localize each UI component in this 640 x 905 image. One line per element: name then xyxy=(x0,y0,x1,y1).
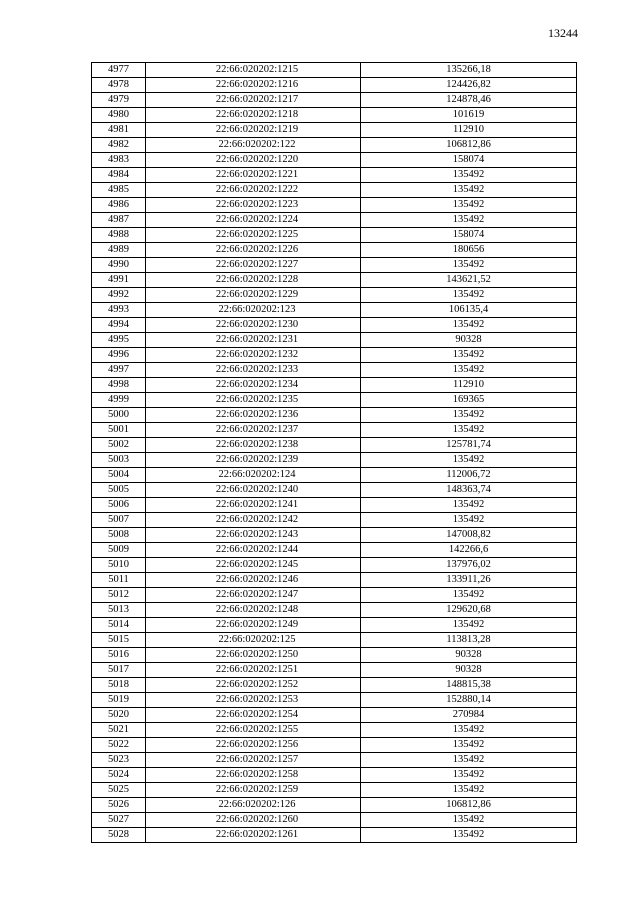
row-number-cell: 5020 xyxy=(92,708,146,723)
cadastral-number-cell: 22:66:020202:1241 xyxy=(146,498,361,513)
cadastral-value-cell: 135492 xyxy=(361,513,577,528)
cadastral-value-cell: 135492 xyxy=(361,498,577,513)
cadastral-value-cell: 90328 xyxy=(361,333,577,348)
row-number-cell: 5015 xyxy=(92,633,146,648)
cadastral-number-cell: 22:66:020202:123 xyxy=(146,303,361,318)
cadastral-value-cell: 106812,86 xyxy=(361,138,577,153)
cadastral-number-cell: 22:66:020202:1252 xyxy=(146,678,361,693)
row-number-cell: 5017 xyxy=(92,663,146,678)
row-number-cell: 4989 xyxy=(92,243,146,258)
cadastral-value-cell: 148815,38 xyxy=(361,678,577,693)
cadastral-value-cell: 135492 xyxy=(361,408,577,423)
cadastral-number-cell: 22:66:020202:126 xyxy=(146,798,361,813)
cadastral-value-cell: 90328 xyxy=(361,663,577,678)
row-number-cell: 5012 xyxy=(92,588,146,603)
cadastral-value-cell: 135492 xyxy=(361,258,577,273)
page-number: 13244 xyxy=(548,26,578,40)
cadastral-value-cell: 106812,86 xyxy=(361,798,577,813)
cadastral-number-cell: 22:66:020202:1245 xyxy=(146,558,361,573)
row-number-cell: 5014 xyxy=(92,618,146,633)
table-row xyxy=(92,78,577,93)
cadastral-value-cell: 135492 xyxy=(361,318,577,333)
cadastral-number-cell: 22:66:020202:1238 xyxy=(146,438,361,453)
cadastral-value-cell: 112006,72 xyxy=(361,468,577,483)
cadastral-value-cell: 135492 xyxy=(361,813,577,828)
cadastral-value-cell: 101619 xyxy=(361,108,577,123)
table-row xyxy=(92,453,577,468)
table-row xyxy=(92,363,577,378)
row-number-cell: 4999 xyxy=(92,393,146,408)
table-row xyxy=(92,378,577,393)
row-number-cell: 4982 xyxy=(92,138,146,153)
table-row xyxy=(92,153,577,168)
cadastral-number-cell: 22:66:020202:1232 xyxy=(146,348,361,363)
table-row xyxy=(92,498,577,513)
cadastral-value-cell: 112910 xyxy=(361,123,577,138)
cadastral-number-cell: 22:66:020202:1250 xyxy=(146,648,361,663)
row-number-cell: 4988 xyxy=(92,228,146,243)
row-number-cell: 5008 xyxy=(92,528,146,543)
table-row xyxy=(92,558,577,573)
cadastral-number-cell: 22:66:020202:1251 xyxy=(146,663,361,678)
cadastral-value-cell: 270984 xyxy=(361,708,577,723)
table-row xyxy=(92,543,577,558)
cadastral-value-cell: 137976,02 xyxy=(361,558,577,573)
table-row xyxy=(92,168,577,183)
row-number-cell: 4985 xyxy=(92,183,146,198)
table-row xyxy=(92,198,577,213)
table-row xyxy=(92,738,577,753)
cadastral-value-cell: 180656 xyxy=(361,243,577,258)
row-number-cell: 5003 xyxy=(92,453,146,468)
row-number-cell: 4984 xyxy=(92,168,146,183)
cadastral-number-cell: 22:66:020202:125 xyxy=(146,633,361,648)
cadastral-number-cell: 22:66:020202:1217 xyxy=(146,93,361,108)
cadastral-value-cell: 90328 xyxy=(361,648,577,663)
cadastral-value-cell: 106135,4 xyxy=(361,303,577,318)
table-row xyxy=(92,273,577,288)
row-number-cell: 5016 xyxy=(92,648,146,663)
row-number-cell: 5018 xyxy=(92,678,146,693)
table-row xyxy=(92,798,577,813)
cadastral-number-cell: 22:66:020202:1215 xyxy=(146,63,361,78)
table-row xyxy=(92,648,577,663)
row-number-cell: 4995 xyxy=(92,333,146,348)
cadastral-value-cell: 135492 xyxy=(361,348,577,363)
cadastral-number-cell: 22:66:020202:1234 xyxy=(146,378,361,393)
row-number-cell: 5028 xyxy=(92,828,146,843)
cadastral-number-cell: 22:66:020202:1218 xyxy=(146,108,361,123)
row-number-cell: 5019 xyxy=(92,693,146,708)
table-row xyxy=(92,108,577,123)
cadastral-value-cell: 135492 xyxy=(361,168,577,183)
row-number-cell: 4987 xyxy=(92,213,146,228)
table-row xyxy=(92,768,577,783)
cadastral-value-cell: 124426,82 xyxy=(361,78,577,93)
row-number-cell: 5011 xyxy=(92,573,146,588)
cadastral-number-cell: 22:66:020202:122 xyxy=(146,138,361,153)
row-number-cell: 5005 xyxy=(92,483,146,498)
table-row xyxy=(92,618,577,633)
cadastral-number-cell: 22:66:020202:1231 xyxy=(146,333,361,348)
cadastral-value-cell: 152880,14 xyxy=(361,693,577,708)
row-number-cell: 4992 xyxy=(92,288,146,303)
cadastral-value-cell: 147008,82 xyxy=(361,528,577,543)
cadastral-value-cell: 135492 xyxy=(361,588,577,603)
row-number-cell: 4983 xyxy=(92,153,146,168)
table-row xyxy=(92,693,577,708)
row-number-cell: 4994 xyxy=(92,318,146,333)
cadastral-number-cell: 22:66:020202:1236 xyxy=(146,408,361,423)
cadastral-number-cell: 22:66:020202:1224 xyxy=(146,213,361,228)
cadastral-value-cell: 158074 xyxy=(361,153,577,168)
table-row xyxy=(92,333,577,348)
row-number-cell: 5010 xyxy=(92,558,146,573)
cadastral-value-cell: 135492 xyxy=(361,618,577,633)
cadastral-number-cell: 22:66:020202:1257 xyxy=(146,753,361,768)
cadastral-value-cell: 135492 xyxy=(361,828,577,843)
cadastral-number-cell: 22:66:020202:1228 xyxy=(146,273,361,288)
row-number-cell: 5000 xyxy=(92,408,146,423)
cadastral-value-table xyxy=(91,62,577,843)
table-row xyxy=(92,348,577,363)
cadastral-number-cell: 22:66:020202:1254 xyxy=(146,708,361,723)
table-row xyxy=(92,93,577,108)
cadastral-number-cell: 22:66:020202:1258 xyxy=(146,768,361,783)
cadastral-value-cell: 135492 xyxy=(361,423,577,438)
cadastral-value-cell: 135492 xyxy=(361,723,577,738)
cadastral-number-cell: 22:66:020202:1223 xyxy=(146,198,361,213)
table-row xyxy=(92,723,577,738)
cadastral-value-cell: 133911,26 xyxy=(361,573,577,588)
cadastral-number-cell: 22:66:020202:1246 xyxy=(146,573,361,588)
row-number-cell: 4998 xyxy=(92,378,146,393)
row-number-cell: 5023 xyxy=(92,753,146,768)
row-number-cell: 5009 xyxy=(92,543,146,558)
cadastral-value-cell: 113813,28 xyxy=(361,633,577,648)
table-row xyxy=(92,213,577,228)
cadastral-number-cell: 22:66:020202:1221 xyxy=(146,168,361,183)
table-row xyxy=(92,408,577,423)
cadastral-value-cell: 143621,52 xyxy=(361,273,577,288)
row-number-cell: 4997 xyxy=(92,363,146,378)
cadastral-number-cell: 22:66:020202:124 xyxy=(146,468,361,483)
cadastral-value-cell: 135492 xyxy=(361,288,577,303)
cadastral-number-cell: 22:66:020202:1255 xyxy=(146,723,361,738)
cadastral-number-cell: 22:66:020202:1244 xyxy=(146,543,361,558)
cadastral-value-cell: 142266,6 xyxy=(361,543,577,558)
cadastral-value-cell: 124878,46 xyxy=(361,93,577,108)
cadastral-number-cell: 22:66:020202:1249 xyxy=(146,618,361,633)
row-number-cell: 4996 xyxy=(92,348,146,363)
table-row xyxy=(92,438,577,453)
cadastral-number-cell: 22:66:020202:1259 xyxy=(146,783,361,798)
row-number-cell: 5006 xyxy=(92,498,146,513)
cadastral-number-cell: 22:66:020202:1219 xyxy=(146,123,361,138)
cadastral-number-cell: 22:66:020202:1243 xyxy=(146,528,361,543)
table-row xyxy=(92,603,577,618)
cadastral-value-cell: 169365 xyxy=(361,393,577,408)
row-number-cell: 4991 xyxy=(92,273,146,288)
row-number-cell: 5004 xyxy=(92,468,146,483)
row-number-cell: 5013 xyxy=(92,603,146,618)
cadastral-number-cell: 22:66:020202:1220 xyxy=(146,153,361,168)
row-number-cell: 4993 xyxy=(92,303,146,318)
row-number-cell: 5027 xyxy=(92,813,146,828)
cadastral-number-cell: 22:66:020202:1248 xyxy=(146,603,361,618)
cadastral-number-cell: 22:66:020202:1229 xyxy=(146,288,361,303)
table-row xyxy=(92,243,577,258)
row-number-cell: 5024 xyxy=(92,768,146,783)
row-number-cell: 4990 xyxy=(92,258,146,273)
cadastral-number-cell: 22:66:020202:1242 xyxy=(146,513,361,528)
table-row xyxy=(92,258,577,273)
row-number-cell: 5002 xyxy=(92,438,146,453)
cadastral-number-cell: 22:66:020202:1237 xyxy=(146,423,361,438)
table-row xyxy=(92,288,577,303)
table-row xyxy=(92,828,577,843)
table-row xyxy=(92,783,577,798)
cadastral-value-cell: 112910 xyxy=(361,378,577,393)
row-number-cell: 4981 xyxy=(92,123,146,138)
cadastral-value-cell: 135492 xyxy=(361,213,577,228)
cadastral-value-cell: 135492 xyxy=(361,753,577,768)
row-number-cell: 5007 xyxy=(92,513,146,528)
row-number-cell: 4986 xyxy=(92,198,146,213)
table-row xyxy=(92,483,577,498)
table-row xyxy=(92,528,577,543)
table-row xyxy=(92,513,577,528)
cadastral-value-cell: 135492 xyxy=(361,453,577,468)
row-number-cell: 4977 xyxy=(92,63,146,78)
cadastral-number-cell: 22:66:020202:1240 xyxy=(146,483,361,498)
cadastral-value-cell: 135492 xyxy=(361,363,577,378)
cadastral-number-cell: 22:66:020202:1260 xyxy=(146,813,361,828)
cadastral-value-cell: 158074 xyxy=(361,228,577,243)
cadastral-number-cell: 22:66:020202:1253 xyxy=(146,693,361,708)
cadastral-value-cell: 135492 xyxy=(361,183,577,198)
cadastral-value-cell: 129620,68 xyxy=(361,603,577,618)
row-number-cell: 5001 xyxy=(92,423,146,438)
row-number-cell: 4978 xyxy=(92,78,146,93)
table-row xyxy=(92,633,577,648)
cadastral-number-cell: 22:66:020202:1216 xyxy=(146,78,361,93)
row-number-cell: 4979 xyxy=(92,93,146,108)
cadastral-number-cell: 22:66:020202:1225 xyxy=(146,228,361,243)
row-number-cell: 4980 xyxy=(92,108,146,123)
table-row xyxy=(92,663,577,678)
cadastral-value-cell: 148363,74 xyxy=(361,483,577,498)
table-row xyxy=(92,678,577,693)
table-row xyxy=(92,468,577,483)
table-row xyxy=(92,753,577,768)
cadastral-value-cell: 135492 xyxy=(361,738,577,753)
row-number-cell: 5022 xyxy=(92,738,146,753)
table-row xyxy=(92,123,577,138)
table-row xyxy=(92,423,577,438)
cadastral-number-cell: 22:66:020202:1235 xyxy=(146,393,361,408)
cadastral-value-cell: 135492 xyxy=(361,783,577,798)
table-row xyxy=(92,303,577,318)
table-row xyxy=(92,228,577,243)
table-row xyxy=(92,183,577,198)
table-row xyxy=(92,573,577,588)
cadastral-number-cell: 22:66:020202:1239 xyxy=(146,453,361,468)
cadastral-number-cell: 22:66:020202:1256 xyxy=(146,738,361,753)
table-row xyxy=(92,588,577,603)
cadastral-number-cell: 22:66:020202:1230 xyxy=(146,318,361,333)
cadastral-value-cell: 135492 xyxy=(361,198,577,213)
table-body xyxy=(92,63,577,843)
cadastral-number-cell: 22:66:020202:1222 xyxy=(146,183,361,198)
table-row xyxy=(92,138,577,153)
cadastral-value-cell: 125781,74 xyxy=(361,438,577,453)
table-row xyxy=(92,813,577,828)
table-row xyxy=(92,708,577,723)
cadastral-number-cell: 22:66:020202:1233 xyxy=(146,363,361,378)
row-number-cell: 5021 xyxy=(92,723,146,738)
cadastral-number-cell: 22:66:020202:1227 xyxy=(146,258,361,273)
cadastral-number-cell: 22:66:020202:1261 xyxy=(146,828,361,843)
cadastral-number-cell: 22:66:020202:1226 xyxy=(146,243,361,258)
cadastral-number-cell: 22:66:020202:1247 xyxy=(146,588,361,603)
row-number-cell: 5025 xyxy=(92,783,146,798)
cadastral-value-cell: 135266,18 xyxy=(361,63,577,78)
table-row xyxy=(92,318,577,333)
table-row xyxy=(92,63,577,78)
cadastral-value-cell: 135492 xyxy=(361,768,577,783)
table-row xyxy=(92,393,577,408)
row-number-cell: 5026 xyxy=(92,798,146,813)
